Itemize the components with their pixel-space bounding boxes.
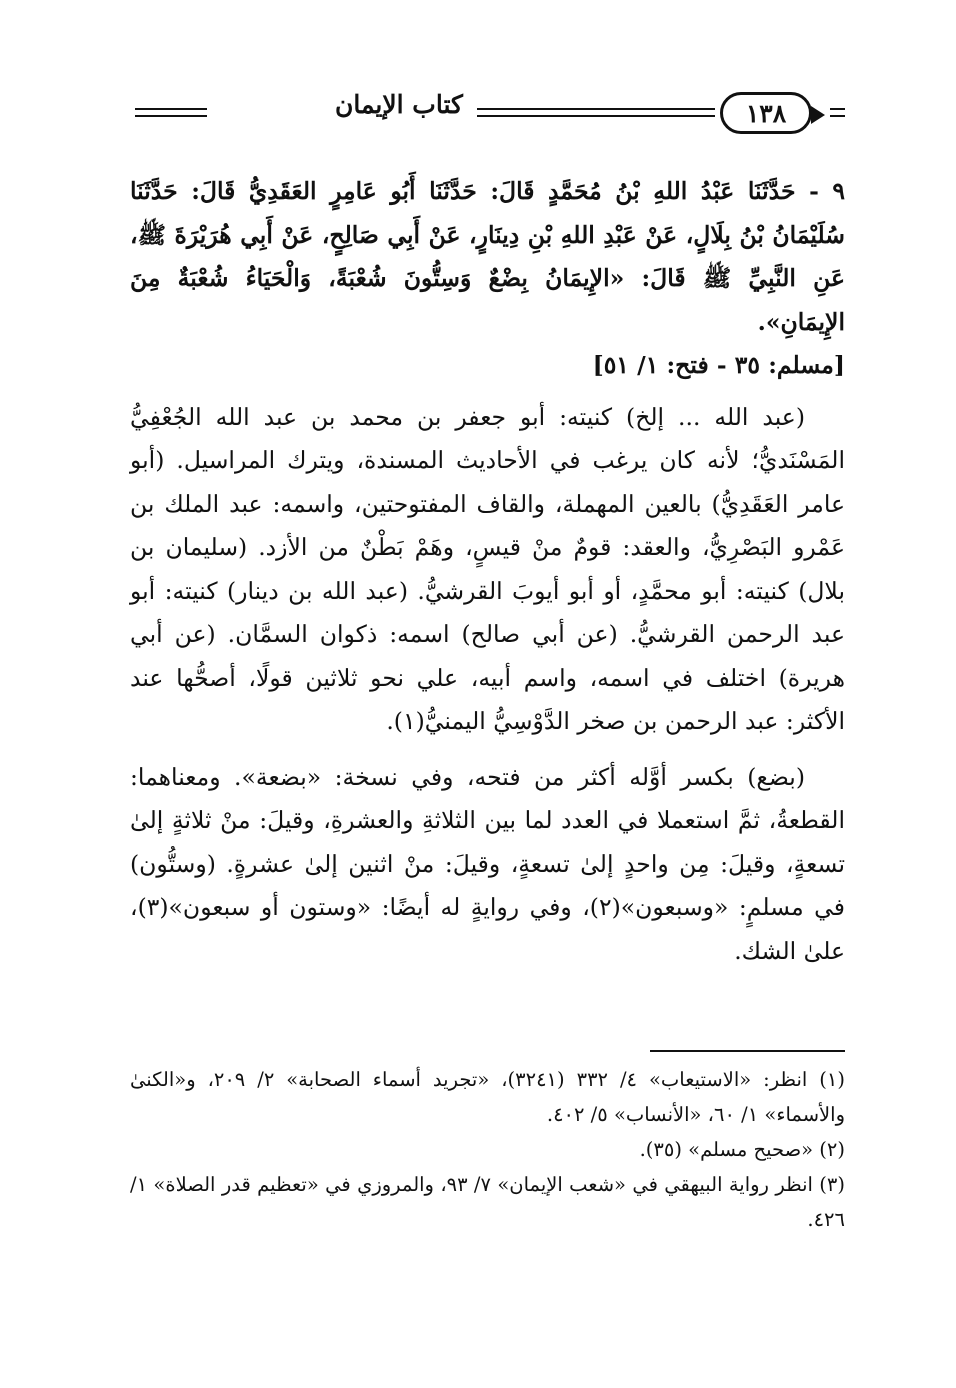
hadith-text: ٩ - حَدَّثَنَا عَبْدُ اللهِ بْنُ مُحَمَّدٍ قَالَ: حَدَّثَنَا أَبُو عَامِرٍ العَقَدِيُّ قَالَ: حَدَّثَنَا سُلَيْمَانُ بْنُ بِلَالٍ، عَنْ عَبْدِ اللهِ بْنِ دِينَارٍ، عَنْ أَبِي صَالِحٍ، عَنْ أَبِي هُرَيْرَةَ ﷺ، عَنِ النَّبِيِّ ﷺ قَالَ: «الإِيمَانُ بِضْعٌ وَسِتُّونَ شُعْبَةً، وَالْحَيَاءُ شُعْبَةٌ مِنَ الإِيمَانِ».	[130, 177, 845, 336]
running-header	[135, 88, 845, 144]
page-number-badge	[720, 92, 812, 134]
footnotes	[130, 1062, 845, 1237]
header-rule-middle	[477, 108, 715, 110]
commentary-paragraph: (عبد الله ... إلخ) كنيته: أبو جعفر بن محمد بن عبد الله الجُعْفِيُّ المَسْنَديُّ؛ لأنه كان يرغب في الأحاديث المسندة، ويترك المراسيل. (أبو عامر العَقَدِيُّ) بالعين المهملة، والقاف المفتوحتين، واسمه: عبد الملك بن عَمْرو البَصْرِيُّ، والعقد: قومٌ منْ قيسٍ، وهَمْ بَطْنٌ من الأزد. (سليمان بن بلال) كنيته: أبو محمَّدٍ، أو أبو أيوبَ القرشيُّ. (عبد الله بن دينار) كنيته: أبو عبد الرحمن القرشيُّ. (عن أبي صالح) اسمه: ذكوان السمَّان. (عن أبي هريرة) اختلف في اسمه، واسم أبيه، علي نحو ثلاثين قولًا، أصحُّها عند الأكثر: عبد الرحمن بن صخر الدَّوْسِيُّ اليمنيُّ(١).	[130, 402, 845, 735]
hadith-reference: [مسلم: ٣٥ - فتح: ١/ ٥١]	[592, 351, 845, 379]
header-rule-left	[135, 108, 207, 110]
footnote: (٢) «صحيح مسلم» (٣٥).	[639, 1138, 845, 1161]
page-number: ١٣٨	[745, 98, 787, 128]
header-rule-middle	[477, 115, 715, 117]
header-rule-right	[830, 115, 845, 117]
main-text	[130, 170, 845, 973]
footnote: (١) انظر: «الاستيعاب» ٤/ ٣٣٢ (٣٢٤١)، «تجريد أسماء الصحابة» ٢/ ٢٠٩، و«الكنىٰ والأسماء» ١/ ٦٠، «الأنساب» ٥/ ٤٠٢.	[130, 1068, 845, 1126]
footnote: (٣) انظر رواية البيهقي في «شعب الإيمان» ٧/ ٩٣، والمروزي في «تعظيم قدر الصلاة» ١/ ٤٢٦.	[130, 1173, 845, 1231]
book-title: كتاب الإيمان	[335, 90, 463, 119]
footnote-separator	[650, 1050, 845, 1052]
header-rule-left	[135, 115, 207, 117]
commentary-paragraph: (بضع) بكسر أوَّله أكثر من فتحه، وفي نسخة: «بضعة». ومعناهما: القطعةُ، ثمَّ استعملا في العدد لما بين الثلاثةِ والعشرةِ، وقيلَ: منْ ثلاثةٍ إلىٰ تسعةٍ، وقيلَ: مِن واحدٍ إلىٰ تسعةٍ، وقيلَ: منْ اثنين إلىٰ عشرةٍ. (وستُّون) في مسلمٍ: «وسبعون»(٢)، وفي روايةٍ له أيضًا: «وستون أو سبعون»(٣)، علىٰ الشك.	[130, 762, 845, 965]
header-rule-right	[830, 108, 845, 110]
